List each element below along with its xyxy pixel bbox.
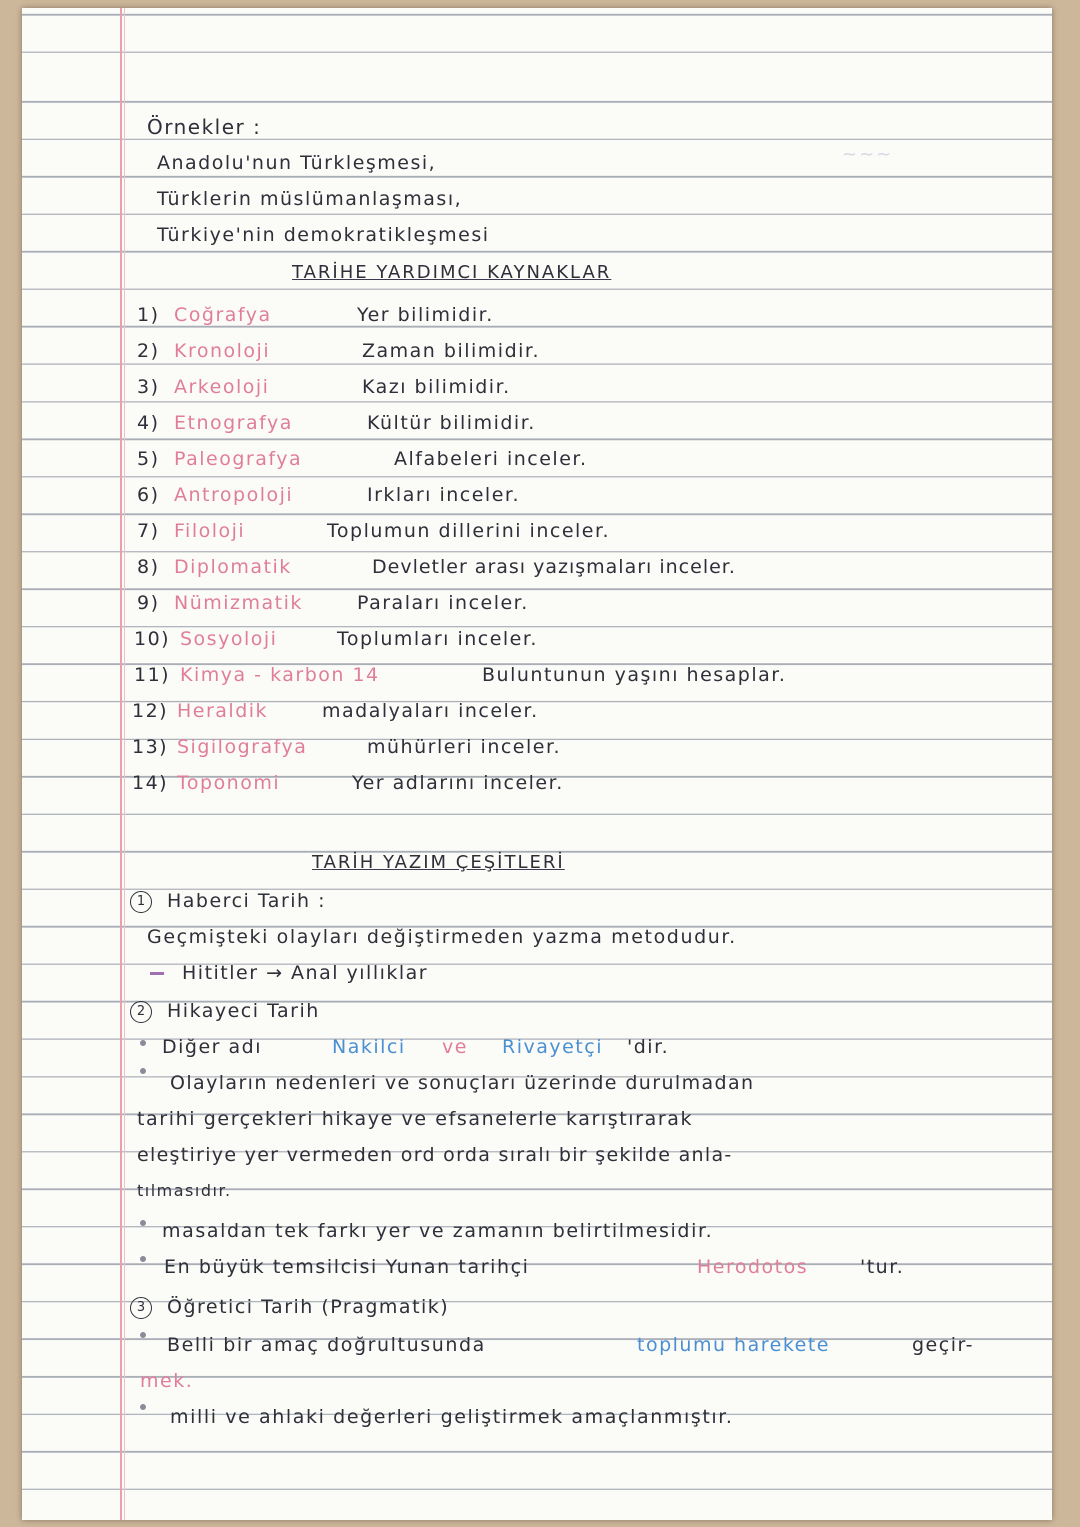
sources-title: TARİHE YARDIMCI KAYNAKLAR xyxy=(292,262,612,283)
dash-bullet-icon xyxy=(150,972,164,975)
item-desc: mühürleri inceler. xyxy=(367,736,562,758)
item-desc: Irkları inceler. xyxy=(367,484,521,506)
type-3-text: geçir- xyxy=(912,1334,974,1356)
item-number: 8) xyxy=(137,556,160,578)
item-number: 5) xyxy=(137,448,160,470)
type-1-text: Hititler → Anal yıllıklar xyxy=(182,962,429,984)
item-number: 1) xyxy=(137,304,160,326)
type-3-line xyxy=(22,1364,1052,1398)
type-3-text: milli ve ahlaki değerleri geliştirmek amaçlanmıştır. xyxy=(170,1406,734,1428)
item-name: Sigilografya xyxy=(177,736,308,758)
bullet-icon xyxy=(140,1040,146,1046)
list-item xyxy=(22,550,1052,584)
item-desc: Alfabeleri inceler. xyxy=(394,448,588,470)
type-2-line xyxy=(22,1102,1052,1136)
item-desc: Paraları inceler. xyxy=(357,592,529,614)
item-number: 10) xyxy=(134,628,171,650)
bullet-icon xyxy=(140,1404,146,1410)
type-2-text: Olayların nedenleri ve sonuçları üzerinde durulmadan xyxy=(170,1072,755,1094)
bleed-through-mark: ~~~ xyxy=(842,144,894,165)
item-desc: Kazı bilimidir. xyxy=(362,376,511,398)
item-number: 2) xyxy=(137,340,160,362)
item-name: Arkeoloji xyxy=(174,376,270,398)
item-desc: Toplumları inceler. xyxy=(337,628,538,650)
item-name: Coğrafya xyxy=(174,304,272,326)
type-2-title-row xyxy=(22,994,1052,1028)
item-number: 3) xyxy=(137,376,160,398)
item-desc: Buluntunun yaşını hesaplar. xyxy=(482,664,787,686)
type-2-text: 'dir. xyxy=(627,1036,670,1058)
example-row xyxy=(22,182,1052,216)
types-title-row xyxy=(22,846,1052,880)
example-text: Türkiye'nin demokratikleşmesi xyxy=(157,224,490,246)
herodotos-name: Herodotos xyxy=(697,1256,809,1278)
item-number: 6) xyxy=(137,484,160,506)
type-1-line xyxy=(22,956,1052,990)
type-2-text: tarihi gerçekleri hikaye ve efsanelerle karıştırarak xyxy=(137,1108,694,1130)
type-2-line xyxy=(22,1030,1052,1064)
item-desc: Devletler arası yazışmaları inceler. xyxy=(372,556,736,578)
example-row xyxy=(22,218,1052,252)
example-row xyxy=(22,146,1052,180)
list-item xyxy=(22,406,1052,440)
item-name: Antropoloji xyxy=(174,484,294,506)
item-number: 13) xyxy=(132,736,169,758)
list-item xyxy=(22,298,1052,332)
number-circle-icon: 3 xyxy=(130,1297,152,1319)
list-item xyxy=(22,766,1052,800)
type-2-line xyxy=(22,1138,1052,1172)
item-desc: Kültür bilimidir. xyxy=(367,412,536,434)
type-1-line xyxy=(22,920,1052,954)
item-name: Etnografya xyxy=(174,412,293,434)
item-number: 7) xyxy=(137,520,160,542)
bullet-icon xyxy=(140,1068,146,1074)
type-3-title: Öğretici Tarih (Pragmatik) xyxy=(167,1296,450,1318)
list-item xyxy=(22,370,1052,404)
bullet-icon xyxy=(140,1220,146,1226)
item-desc: Yer adlarını inceler. xyxy=(352,772,564,794)
list-item xyxy=(22,334,1052,368)
list-item xyxy=(22,694,1052,728)
type-2-line xyxy=(22,1174,1052,1208)
bullet-icon xyxy=(140,1332,146,1338)
examples-heading: Örnekler : xyxy=(147,115,262,139)
item-number: 14) xyxy=(132,772,169,794)
list-item xyxy=(22,586,1052,620)
type-2-title: Hikayeci Tarih xyxy=(167,1000,320,1022)
type-1-title: Haberci Tarih : xyxy=(167,890,327,912)
examples-heading-row xyxy=(22,110,1052,144)
list-item xyxy=(22,658,1052,692)
type-3-text: mek. xyxy=(140,1370,194,1392)
type-2-name: Nakilci xyxy=(332,1036,406,1058)
item-name: Paleografya xyxy=(174,448,303,470)
bullet-icon xyxy=(140,1256,146,1262)
number-circle-icon: 1 xyxy=(130,891,152,913)
type-2-text: En büyük temsilcisi Yunan tarihçi xyxy=(164,1256,530,1278)
item-name: Toponomi xyxy=(177,772,281,794)
types-title: TARİH YAZIM ÇEŞİTLERİ xyxy=(312,852,565,873)
item-name: Kronoloji xyxy=(174,340,271,362)
type-2-text: masaldan tek farkı yer ve zamanın belirtilmesidir. xyxy=(162,1220,714,1242)
item-number: 4) xyxy=(137,412,160,434)
item-number: 12) xyxy=(132,700,169,722)
type-2-line xyxy=(22,1250,1052,1284)
list-item xyxy=(22,622,1052,656)
item-name: Nümizmatik xyxy=(174,592,303,614)
type-1-title-row xyxy=(22,884,1052,918)
list-item xyxy=(22,442,1052,476)
sources-title-row xyxy=(22,256,1052,290)
type-2-text: 'tur. xyxy=(860,1256,905,1278)
example-text: Türklerin müslümanlaşması, xyxy=(157,188,463,210)
item-desc: Yer bilimidir. xyxy=(357,304,494,326)
list-item xyxy=(22,730,1052,764)
item-name: Filoloji xyxy=(174,520,246,542)
type-2-text: Diğer adı xyxy=(162,1036,262,1058)
item-desc: madalyaları inceler. xyxy=(322,700,539,722)
notebook-page xyxy=(22,8,1052,1520)
item-number: 9) xyxy=(137,592,160,614)
type-2-name: Rivayetçi xyxy=(502,1036,603,1058)
example-text: Anadolu'nun Türkleşmesi, xyxy=(157,152,437,174)
type-2-line xyxy=(22,1214,1052,1248)
item-desc: Toplumun dillerini inceler. xyxy=(327,520,611,542)
type-2-text: eleştiriye yer vermeden ord orda sıralı bir şekilde anla- xyxy=(137,1144,733,1166)
type-3-title-row xyxy=(22,1290,1052,1324)
type-1-text: Geçmişteki olayları değiştirmeden yazma metodudur. xyxy=(147,926,737,948)
item-desc: Zaman bilimidir. xyxy=(362,340,541,362)
type-2-conj: ve xyxy=(442,1036,468,1058)
item-name: Sosyoloji xyxy=(180,628,278,650)
type-2-text: tılmasıdır. xyxy=(137,1181,232,1200)
type-3-line xyxy=(22,1328,1052,1362)
type-3-text: Belli bir amaç doğrultusunda xyxy=(167,1334,486,1356)
item-number: 11) xyxy=(134,664,171,686)
type-2-line xyxy=(22,1066,1052,1100)
item-name: Diplomatik xyxy=(174,556,292,578)
number-circle-icon: 2 xyxy=(130,1001,152,1023)
item-name: Heraldik xyxy=(177,700,269,722)
item-name: Kimya - karbon 14 xyxy=(180,664,380,686)
list-item xyxy=(22,478,1052,512)
type-3-highlight: toplumu harekete xyxy=(637,1334,830,1356)
list-item xyxy=(22,514,1052,548)
type-3-line xyxy=(22,1400,1052,1434)
